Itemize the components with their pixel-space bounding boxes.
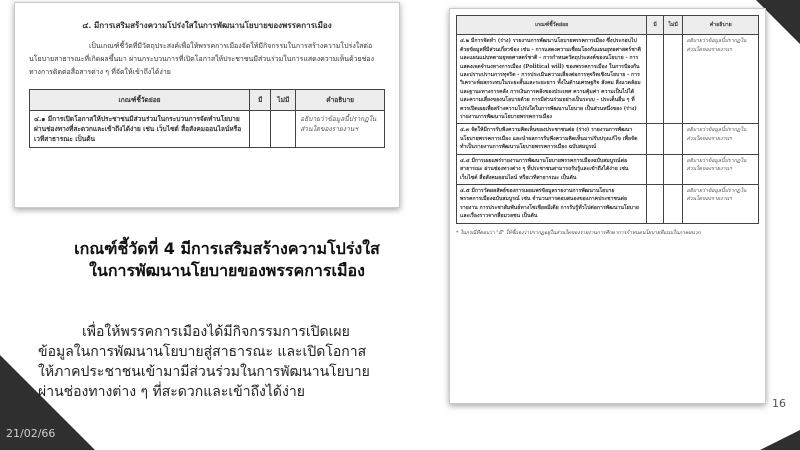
table-header-no: ไม่มี xyxy=(271,90,296,111)
table-cell-criterion: ๔.๑ มีการเปิดโอกาสให้ประชาชนมีส่วนร่วมในกระบวนการจัดทำนโยบาย ผ่านช่องทางที่สะดวกและเข้าถึงได้ง่าย เช่น เว็บไซต์ สื่อสังคมออนไลน์หรือเวทีสาธารณะ เป็นต้น xyxy=(30,111,250,148)
table-header-criterion: เกณฑ์ชี้วัดย่อย xyxy=(457,16,647,35)
table-cell-no xyxy=(271,111,296,148)
table-header-description: คำอธิบาย xyxy=(683,16,759,35)
criteria-table-continued xyxy=(456,15,759,224)
table-cell-yes xyxy=(647,35,664,124)
table-cell-note: อธิบายว่าข้อมูลนี้ปรากฏในส่วนใดของรายงานฯ xyxy=(296,111,385,148)
table-cell-yes xyxy=(647,184,664,223)
document-heading: ๔. มีการเสริมสร้างความโปร่งใสในการพัฒนานโยบายของพรรคการเมือง xyxy=(82,20,332,30)
table-cell-note: อธิบายว่าข้อมูลนี้ปรากฏในส่วนใดของรายงานฯ xyxy=(683,35,759,124)
table-cell-note: อธิบายว่าข้อมูลนี้ปรากฏในส่วนใดของรายงานฯ xyxy=(683,184,759,223)
table-cell-yes xyxy=(647,124,664,154)
table-row xyxy=(457,124,759,154)
table-cell-yes xyxy=(250,111,271,148)
slide-date: 21/02/66 xyxy=(6,427,56,440)
document-excerpt-right xyxy=(449,8,766,404)
table-header-no: ไม่มี xyxy=(663,16,683,35)
table-cell-no xyxy=(663,35,683,124)
table-cell-note: อธิบายว่าข้อมูลนี้ปรากฏในส่วนใดของรายงานฯ xyxy=(683,124,759,154)
table-row xyxy=(30,111,385,148)
table-row xyxy=(457,184,759,223)
table-cell-criterion: ๔.๔ มีการเผยแพร่รายงานการพัฒนานโยบายพรรคการเมืองฉบับสมบูรณ์ต่อสาธารณะ ผ่านช่องทางต่าง ๆ ที่ประชาชนสามารถรับรู้และเข้าถึงได้ง่าย เช่น เว็บไซต์ สื่อสังคมออนไลน์ หรือเวทีสาธารณะ เป็นต้น xyxy=(457,154,647,184)
table-header-yes: มี xyxy=(250,90,271,111)
table-cell-criterion: ๔.๓ จัดให้มีการรับฟังความคิดเห็นของประชาชนต่อ (ร่าง) รายงานการพัฒนานโยบายพรรคการเมือง และนำผลการรับฟังความคิดเห็นมาปรับปรุงแก้ไข เพื่อจัดทำเป็นรายงานการพัฒนานโยบายพรรคการเมือง ฉบับสมบูรณ์ xyxy=(457,124,647,154)
table-cell-no xyxy=(663,184,683,223)
table-cell-no xyxy=(663,154,683,184)
table-cell-criterion: ๔.๒ มีการจัดทำ (ร่าง) รายงานการพัฒนานโยบายพรรคการเมือง ซึ่งประกอบไปด้วยข้อมูลที่มีส่วนเกี่ยวข้อง เช่น - การแสดงความเชื่อมโยงกับแผนยุทธศาสตร์ชาติและแผนแม่บทตามยุทธศาสตร์ชาติ - การกำหนดวัตถุประสงค์ของนโยบาย - การแสดงเจตจำนงทางการเมือง (Political will) ของพรรคการเมือง ในการป้องกันและปราบปรามการทุจริต - การประเมินความเสี่ยงต่อการทุจริตเชิงนโยบาย - การวิเคราะห์ผลกระทบในระยะสั้นและระยะยาว ทั้งในด้านเศรษฐกิจ สังคม สิ่งแวดล้อม และฐานะทางการคลัง การเงินการคลังของประเทศ ความคุ้มค่า ความเป็นไปได้ และความเสี่ยงของนโยบายด้วย การมีส่วนร่วมอย่างเป็นระบบ - ประเด็นอื่น ๆ ที่ควรเปิดเผยเพื่อสร้างความโปร่งใสในการพัฒนานโยบาย เป็นส่วนหนึ่งของ (ร่าง) รายงานการพัฒนานโยบายพรรคการเมือง xyxy=(457,35,647,124)
corner-decoration-bottom-right xyxy=(760,430,800,450)
criteria-table xyxy=(29,89,385,148)
table-header-criterion: เกณฑ์ชี้วัดย่อย xyxy=(30,90,250,111)
table-cell-no xyxy=(663,124,683,154)
slide-headline: เกณฑ์ชี้วัดที่ 4 มีการเสริมสร้างความโปร่งใสในการพัฒนานโยบายของพรรคการเมือง xyxy=(74,239,380,280)
table-header-description: คำอธิบาย xyxy=(296,90,385,111)
slide-page-number: 16 xyxy=(772,397,786,410)
table-cell-note: อธิบายว่าข้อมูลนี้ปรากฏในส่วนใดของรายงานฯ xyxy=(683,154,759,184)
table-footnote: * ในกรณีที่ตอบว่า "มี" ให้ชี้แจงว่าปรากฏอยู่ในส่วนใดของรายงานการศึกษาการกำหนดนโยบายที่แนบในภาคผนวก xyxy=(456,229,701,236)
table-cell-criterion: ๔.๕ มีการวัดผลลัพธ์ของการเผยแพร่ข้อมูลรายงานการพัฒนานโยบายพรรคการเมืองฉบับสมบูรณ์ เช่น จำนวนการตอบสนองของภาคประชาชนต่อรายงาน การประชาสัมพันธ์ทางโซเชียลมีเดีย การรับรู้ทั่วไปต่อการพัฒนานโยบายและเรื่องราวจากสื่อมวลชน เป็นต้น xyxy=(457,184,647,223)
document-excerpt-left xyxy=(14,2,400,208)
table-cell-yes xyxy=(647,154,664,184)
table-row xyxy=(457,35,759,124)
table-row xyxy=(457,154,759,184)
slide-body-text: เพื่อให้พรรคการเมืองได้มีกิจกรรมการเปิดเผยข้อมูลในการพัฒนานโยบายสู่สาธารณะ และเปิดโอกาสให้ภาคประชาชนเข้ามามีส่วนร่วมในการพัฒนานโยบายผ่านช่องทางต่าง ๆ ที่สะดวกและเข้าถึงได้ง่าย xyxy=(38,324,370,400)
table-header-yes: มี xyxy=(647,16,664,35)
document-paragraph: เป็นเกณฑ์ชี้วัดที่มีวัตถุประสงค์เพื่อให้พรรคการเมืองจัดให้มีกิจกรรมในการสร้างความโปร่งใสต่อนโยบายสาธารณะที่เกิดผลขึ้นมา ผ่านกระบวนการที่เปิดโอกาสให้ประชาชนมีส่วนร่วมในการแสดงความเห็นด้วยช่องทางการติดต่อสื่อสารต่าง ๆ ที่จัดให้เข้าถึงได้ง่าย xyxy=(29,42,375,76)
